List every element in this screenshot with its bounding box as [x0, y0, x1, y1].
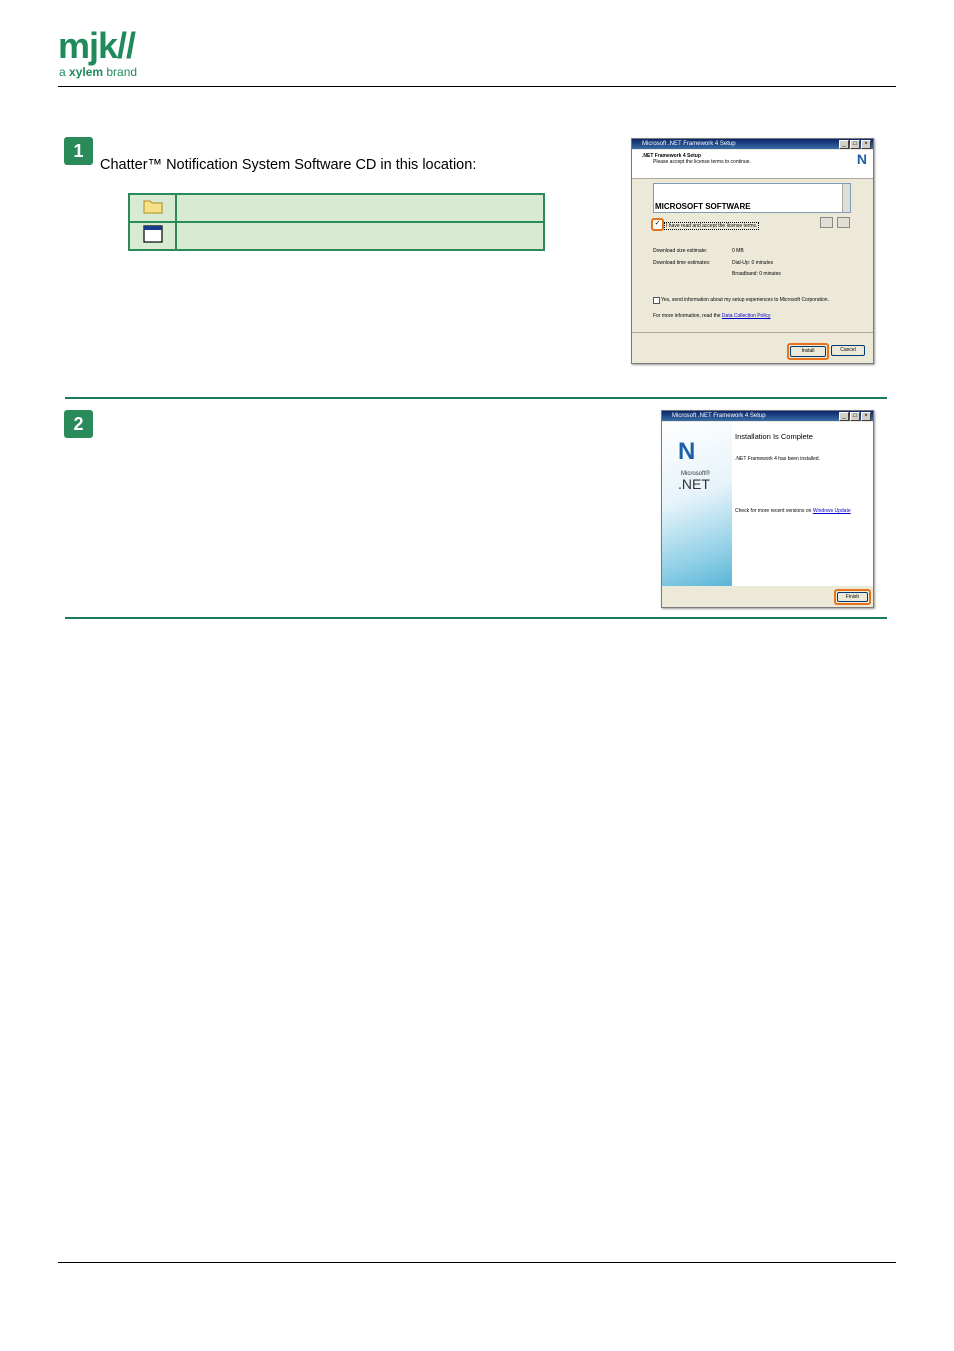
download-time-label: Download time estimates:: [653, 260, 711, 266]
location-window-value: [176, 222, 544, 250]
save-button[interactable]: [837, 217, 850, 228]
finish-button[interactable]: Finish: [837, 592, 868, 602]
dialup-estimate: Dial-Up: 0 minutes: [732, 260, 774, 266]
download-size-label: Download size estimate:: [653, 248, 708, 254]
finish-highlight: [834, 589, 871, 605]
step-2-divider: [65, 617, 887, 619]
net-setup-license-dialog: [631, 138, 874, 364]
install-highlight: [787, 343, 829, 360]
check-mark-icon: ✓: [654, 220, 661, 227]
folder-icon: [143, 198, 163, 214]
folder-icon-cell: [129, 194, 176, 222]
footer-divider: [58, 1262, 896, 1263]
dialog1-titlebar: [632, 139, 873, 149]
dialog1-header-panel: [632, 150, 873, 179]
send-info-checkbox[interactable]: [653, 297, 660, 304]
dialog1-subheading: Please accept the license terms to continue.: [653, 159, 751, 165]
print-button[interactable]: [820, 217, 833, 228]
check-updates-text: Check for more recent versions on Windows Update: [735, 508, 851, 514]
location-row-window: [129, 222, 544, 250]
send-info-label[interactable]: Yes, send information about my setup experiences to Microsoft Corporation.: [661, 297, 829, 303]
accept-label[interactable]: I have read and accept the license terms.: [666, 223, 758, 229]
dialog1-title: Microsoft .NET Framework 4 Setup: [642, 141, 736, 147]
microsoft-logo-text: Microsoft®: [681, 471, 710, 477]
location-folder-value: [176, 194, 544, 222]
header-divider: [58, 86, 896, 87]
window-icon-cell: [129, 222, 176, 250]
step-1-badge: 1: [64, 137, 93, 165]
close-button[interactable]: ×: [861, 140, 871, 149]
location-table: [128, 193, 545, 251]
step-2-badge: 2: [64, 410, 93, 438]
windows-update-link[interactable]: Windows Update: [812, 508, 851, 514]
broadband-estimate: Broadband: 0 minutes: [732, 271, 781, 277]
maximize-button[interactable]: □: [850, 412, 860, 421]
window-icon: [143, 225, 163, 243]
minimize-button[interactable]: _: [839, 140, 849, 149]
license-text: MICROSOFT SOFTWARE: [655, 202, 751, 211]
minimize-button[interactable]: _: [839, 412, 849, 421]
data-collection-policy-link[interactable]: Data Collection Policy: [721, 313, 771, 319]
accept-checkbox[interactable]: [651, 218, 664, 231]
installed-text: .NET Framework 4 has been installed.: [735, 456, 820, 462]
dialog2-heading: Installation Is Complete: [735, 432, 813, 441]
net-logo-icon: N: [856, 151, 867, 167]
more-info-text: For more information, read the Data Collection Policy: [653, 313, 771, 319]
brand-logo: mjk//: [58, 25, 136, 66]
dialog1-heading: .NET Framework 4 Setup: [642, 153, 701, 159]
step-1-text: Chatter™ Notification System Software CD in this location:: [100, 157, 477, 173]
net-wave-icon: N: [678, 438, 696, 465]
license-textbox[interactable]: [653, 183, 851, 213]
step-1-divider: [65, 397, 887, 399]
license-scrollbar[interactable]: [842, 184, 850, 212]
net-setup-complete-dialog: [661, 410, 874, 608]
brand-tagline: a xylem brand: [59, 65, 138, 79]
close-button[interactable]: ×: [861, 412, 871, 421]
install-button[interactable]: Install: [790, 346, 826, 357]
dialog2-title: Microsoft .NET Framework 4 Setup: [672, 413, 766, 419]
dialog2-content: [732, 422, 873, 586]
location-row-folder: [129, 194, 544, 222]
maximize-button[interactable]: □: [850, 140, 860, 149]
cancel-button[interactable]: Cancel: [831, 345, 865, 356]
net-logo-text: .NET: [678, 476, 710, 492]
download-size-value: 0 MB: [732, 248, 744, 254]
dialog1-footer-divider: [632, 332, 873, 333]
dialog2-titlebar: [662, 411, 873, 421]
net-side-banner: [662, 422, 732, 586]
